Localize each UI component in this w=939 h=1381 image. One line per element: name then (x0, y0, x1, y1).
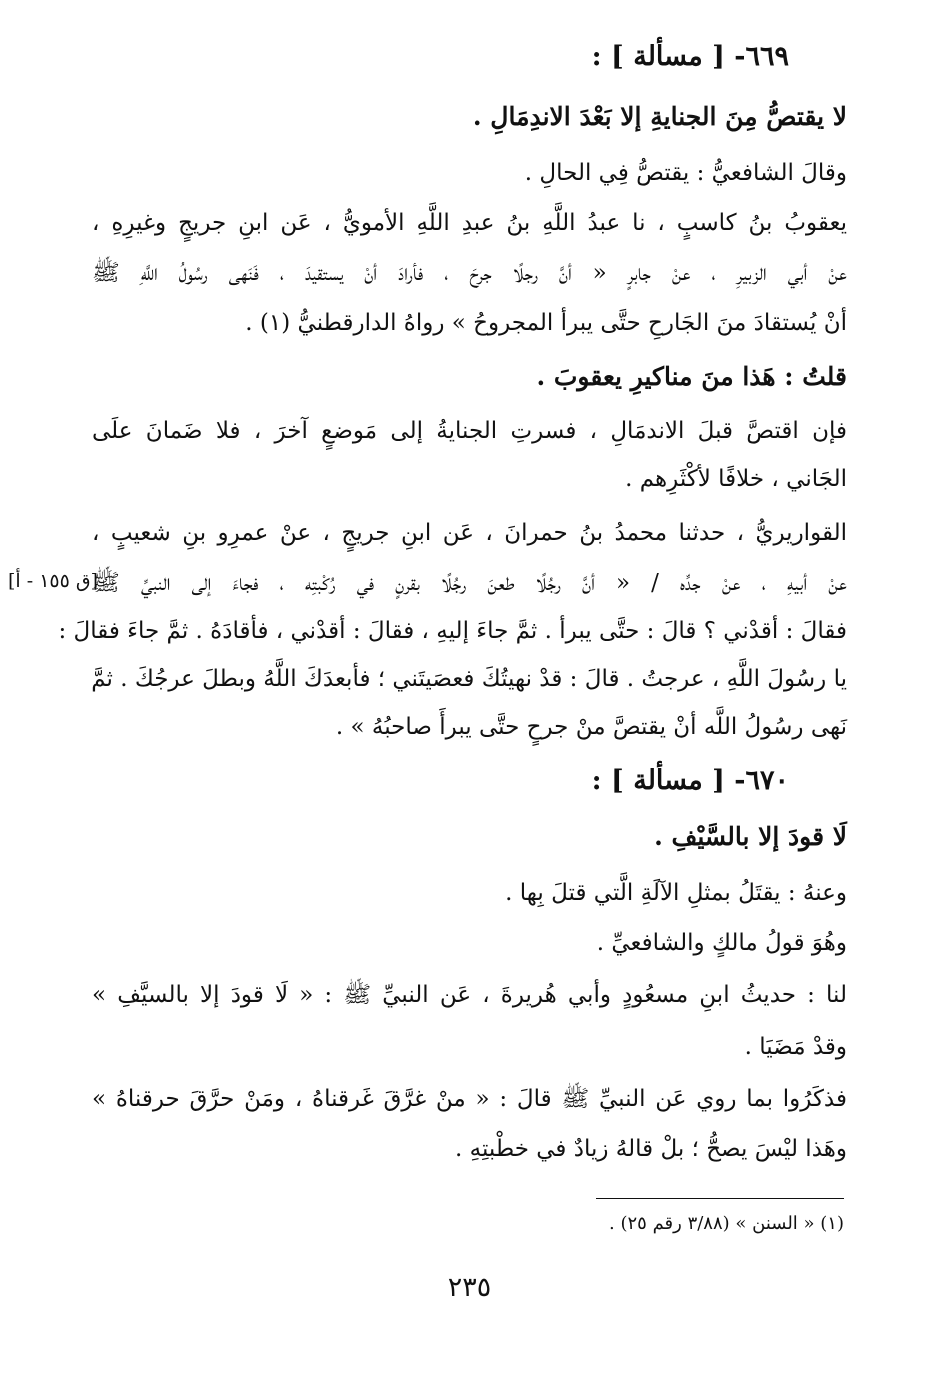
text-line: وقدْ مَضَيَا . (744, 1034, 847, 1060)
text-line: فقالَ : أقدْني ؟ قالَ : حتَّى يبرأ . ثمَّ جاءَ إليهِ ، فقالَ : أقدْني ، فأقادَهُ . ثمَّ جاءَ فقالَ : (58, 618, 847, 644)
text-line: وهُوَ قولُ مالكٍ والشافعيِّ . (596, 930, 847, 956)
text-line: يا رسُولَ اللَّهِ ، عرجتُ . قالَ : قدْ نهيتُكَ فعصَيتَني ؛ فأبعدَكَ اللَّهُ وبطلَ عرجُكَ . ثمَّ (91, 666, 847, 692)
text-line: أنْ يُستقادَ منَ الجَارحِ حتَّى يبرأ المجروحُ » رواهُ الدارقطنيُّ (١) . (245, 310, 847, 336)
issue-670-heading: ٦٧٠- [ مسألة ] : (591, 765, 789, 796)
text-line: لنا : حديثُ ابنِ مسعُودٍ وأبي هُريرةَ ، عَن النبيِّ ﷺ : « لَا قودَ إلا بالسيَّفِ » (92, 982, 847, 1008)
text-line: يعقوبُ بنُ كاسبٍ ، نا عبدُ اللَّهِ بنُ عبدِ اللَّهِ الأمويُّ ، عَن ابنِ جريجٍ وغيرِهِ ، (92, 210, 847, 236)
page-number: ٢٣٥ (447, 1272, 492, 1303)
footnote: (١) « السنن » (٣/٨٨ رقم ٢٥) . (609, 1213, 844, 1234)
text-line: وعنهُ : يقتَلُ بمثلِ الآلَةِ الَّتي قتلَ بِها . (505, 880, 847, 906)
text-line: وهَذا ليْسَ يصحُّ ؛ بلْ قالهُ زيادٌ في خطْبتِهِ . (455, 1136, 847, 1162)
issue-669-heading: ٦٦٩- [ مسألة ] : (591, 41, 789, 72)
footnote-divider (596, 1198, 844, 1199)
text-line: القواريريُّ ، حدثنا محمدُ بنُ حمرانَ ، عَن ابنِ جريجٍ ، عنْ عمرِو بنِ شعيبٍ ، (92, 520, 847, 546)
issue-669-rule: لا يقتصُّ مِنَ الجنايةِ إلا بَعْدَ الاندِمَالِ . (472, 102, 847, 131)
author-comment: قلتُ : هَذا منَ مناكيرِ يعقوبَ . (536, 362, 847, 391)
text-line: فإن اقتصَّ قبلَ الاندمَالِ ، فسرتِ الجنايةُ إلى مَوضعٍ آخرَ ، فلا ضَمانَ علَى (92, 418, 847, 444)
text-line: نَهى رسُولُ اللَّه أنْ يقتصَّ منْ جرحٍ حتَّى يبرأَ صاحبُهُ » . (335, 714, 847, 740)
text-line: وقالَ الشافعيُّ : يقتصُّ فِي الحالِ . (524, 160, 847, 186)
text-line: عنْ أبي الزبيرِ ، عنْ جابرٍ « أنَّ رجلًا جرحَ ، فأرادَ أنْ يستقيدَ ، فَنَهى رسُولُ اللَّهِ ﷺ (92, 260, 847, 286)
text-line: الجَاني ، خلافًا لأكْثَرِهم . (625, 466, 847, 492)
text-line: فذكَرُوا بما روي عَن النبيِّ ﷺ قالَ : « منْ غرَّقَ غَرقناهُ ، ومَنْ حرَّقَ حرقناهُ » (92, 1086, 847, 1112)
issue-670-rule: لَا قودَ إلا بالسَّيْفِ . (654, 822, 847, 851)
manuscript-folio-note: [ق ١٥٥ - أ] (8, 570, 99, 592)
text-line: عنْ أبيهِ ، عنْ جدِّه / « أنَّ رجُلًا طعنَ رجُلًا بقرنٍ في رُكْبتِه ، فجاءَ إلى النبيِّ ﷺ (92, 570, 847, 596)
